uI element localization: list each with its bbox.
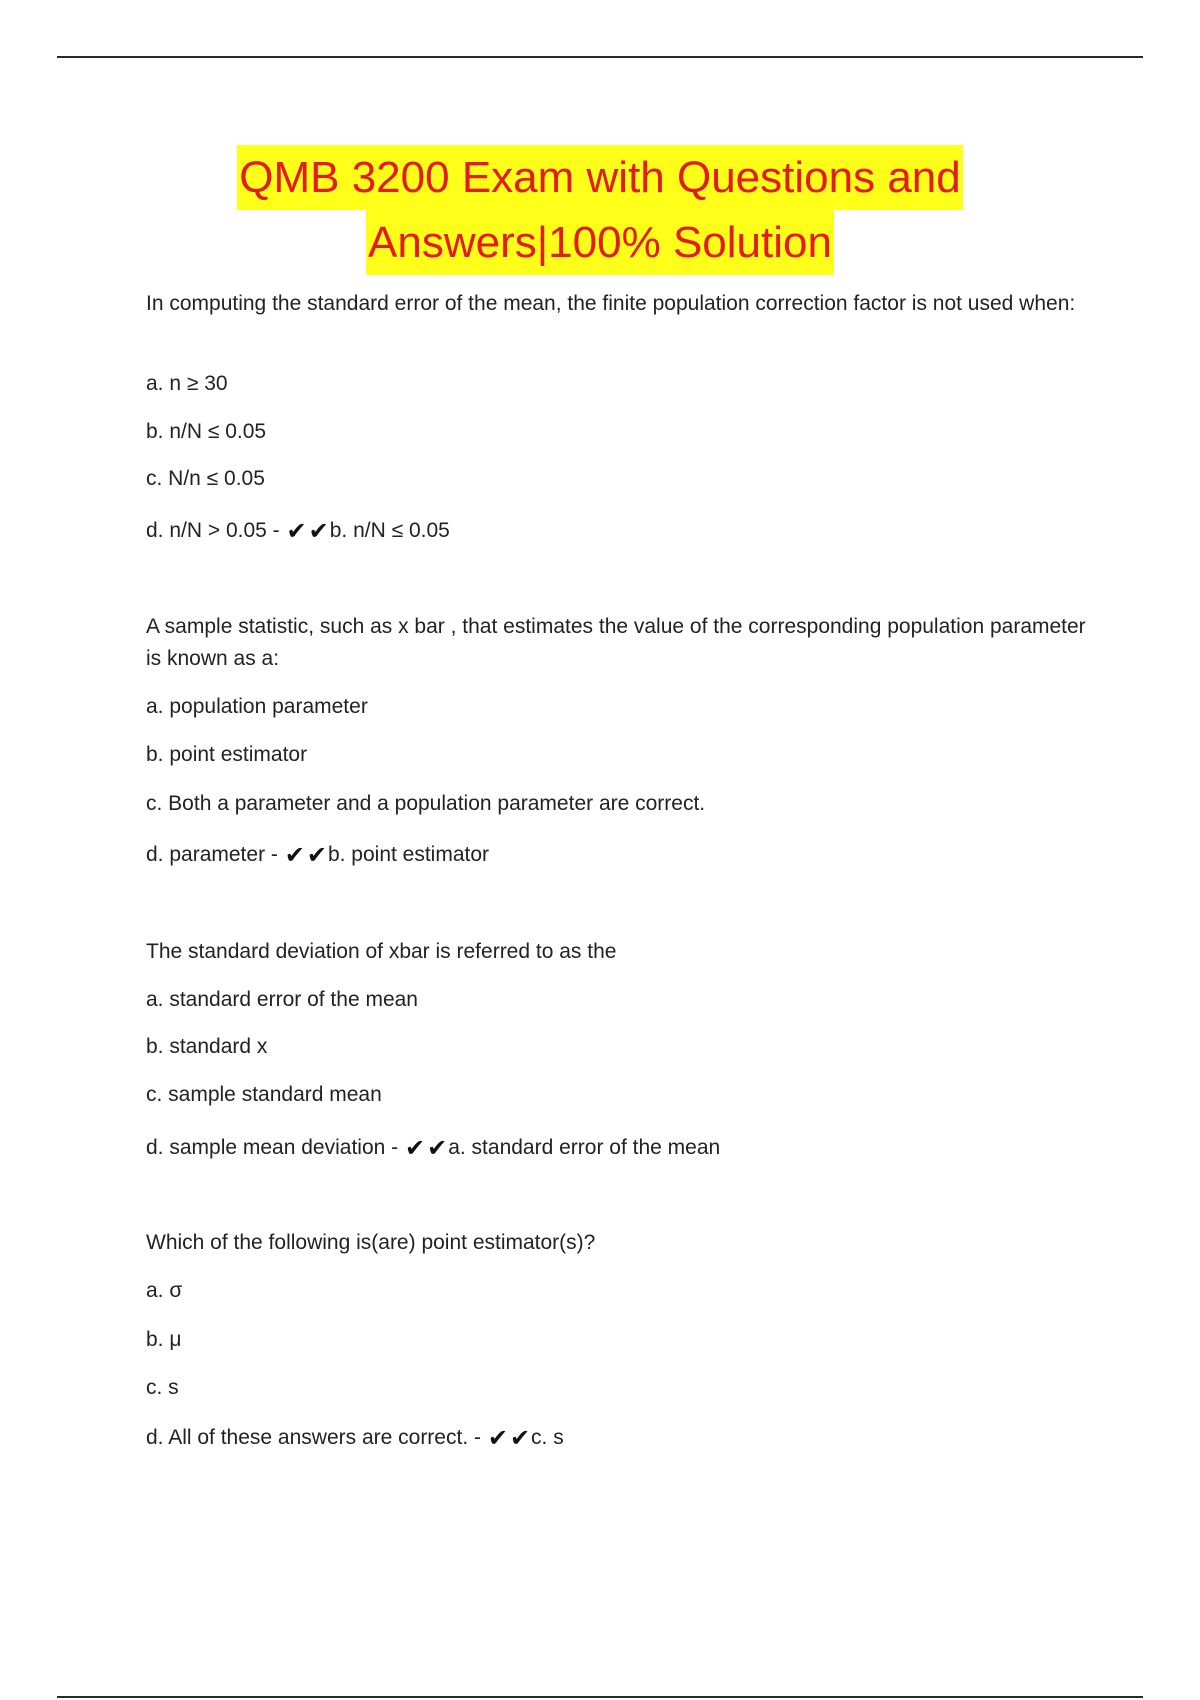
question-text: Which of the following is(are) point estimator(s)? (146, 1231, 596, 1254)
option-c: c. sample standard mean (146, 1083, 382, 1106)
check-icon: ✔ (404, 1134, 426, 1162)
question-text: The standard deviation of xbar is referred to as the (146, 940, 617, 963)
check-icon: ✔ (427, 1134, 448, 1162)
option-d-with-answer (146, 839, 489, 871)
option-d-with-answer (146, 1422, 564, 1454)
option-b: b. standard x (146, 1035, 268, 1058)
footer-rule (57, 1696, 1143, 1698)
option-d: d. parameter - (146, 843, 278, 866)
check-icon: ✔ (284, 841, 305, 869)
header-rule (57, 56, 1143, 58)
option-c: c. s (146, 1376, 179, 1399)
check-icon: ✔ (306, 841, 327, 869)
check-icon: ✔ (308, 517, 329, 545)
option-a: a. n ≥ 30 (146, 372, 228, 395)
option-d: d. n/N > 0.05 - (146, 519, 280, 542)
title-line-1: QMB 3200 Exam with Questions and (237, 145, 962, 210)
document-title (0, 145, 1200, 275)
option-b: b. μ (146, 1328, 182, 1351)
title-line-2: Answers|100% Solution (366, 210, 834, 275)
answer-text: b. point estimator (327, 843, 490, 866)
answer-text: c. s (531, 1426, 564, 1449)
check-icon: ✔ (487, 1424, 508, 1452)
check-icon: ✔ (286, 517, 307, 545)
question-text: In computing the standard error of the mean, the finite population correction factor is not used when: (146, 292, 1076, 315)
question-text: A sample statistic, such as x bar , that estimates the value of the corresponding population parameter is known as a: (146, 615, 1086, 670)
option-a: a. standard error of the mean (146, 988, 418, 1011)
option-c: c. Both a parameter and a population parameter are correct. (146, 792, 706, 815)
option-a: a. σ (146, 1279, 183, 1302)
option-b: b. n/N ≤ 0.05 (146, 420, 267, 443)
option-d: d. sample mean deviation - (146, 1136, 399, 1159)
check-icon: ✔ (509, 1424, 531, 1452)
option-d-with-answer (146, 1132, 720, 1164)
option-d: d. All of these answers are correct. - (146, 1426, 481, 1449)
answer-text: b. n/N ≤ 0.05 (329, 519, 450, 542)
option-a: a. population parameter (146, 695, 368, 718)
option-d-with-answer (146, 515, 450, 547)
option-c: c. N/n ≤ 0.05 (146, 467, 265, 490)
option-b: b. point estimator (146, 743, 308, 766)
answer-text: a. standard error of the mean (448, 1136, 721, 1159)
